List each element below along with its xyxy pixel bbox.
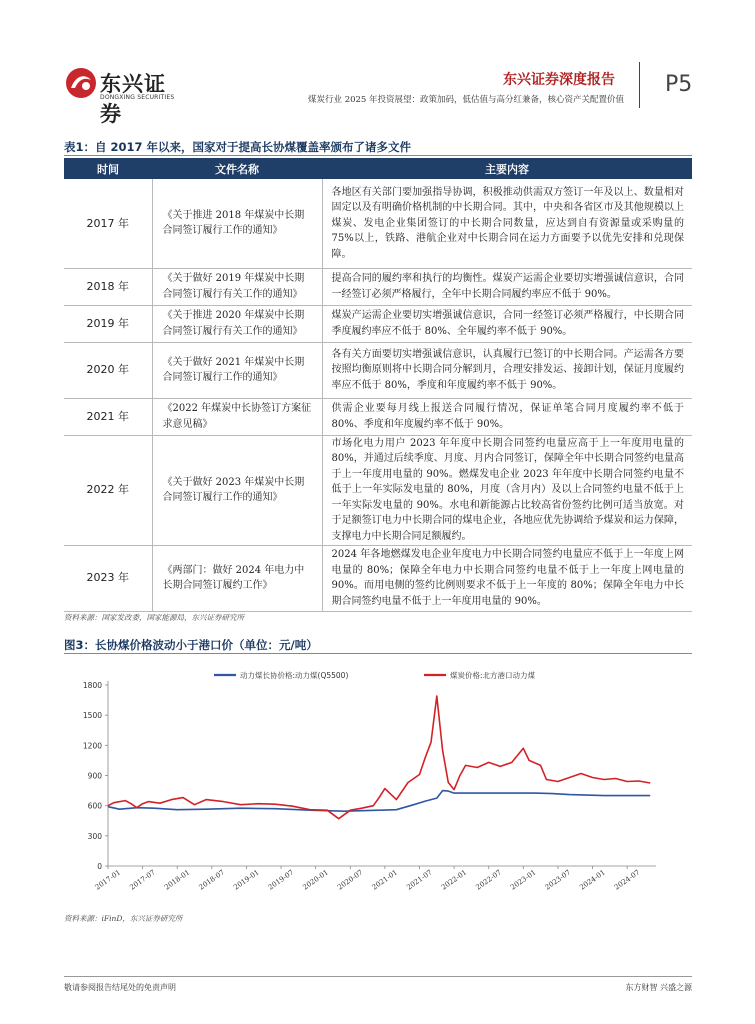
x-tick-label: 2018-07 (197, 868, 227, 892)
table-title-rule (64, 155, 692, 156)
header-filename: 文件名称 (152, 158, 322, 179)
company-logo (64, 66, 184, 126)
dongxing-logo-icon (64, 66, 98, 100)
table-row (64, 342, 692, 398)
policy-table (64, 158, 692, 612)
y-tick-label: 0 (97, 862, 102, 871)
row-content: 供需企业要每月线上报送合同履行情况，保证单笔合同月度履约率不低于 80%、季度和年度履约率不低于 90%。 (322, 398, 692, 435)
footer-disclaimer: 敬请参阅报告结尾处的免责声明 (64, 983, 176, 992)
row-year: 2022 年 (64, 435, 152, 545)
x-tick-label: 2024-01 (578, 868, 607, 892)
page-header (0, 0, 755, 126)
table-title: 表1：自 2017 年以来，国家对于提高长协煤覆盖率颁布了诸多文件 (64, 140, 412, 154)
figure-source: 资料来源：iFinD，东兴证券研究所 (64, 914, 183, 923)
figure-title: 图3：长协煤价格波动小于港口价（单位：元/吨） (64, 638, 318, 652)
row-content: 煤炭产运需企业要切实增强诚信意识，合同一经签订必须严格履行，中长期合同季度履约率应不低于 80%、全年履约率不低于 90%。 (322, 305, 692, 342)
row-filename: 《关于做好 2021 年煤炭中长期合同签订履行工作的通知》 (152, 342, 322, 398)
header-content: 主要内容 (322, 158, 692, 179)
row-filename: 《关于推进 2020 年煤炭中长期合同签订履行有关工作的通知》 (152, 305, 322, 342)
row-year: 2018 年 (64, 268, 152, 305)
header-year: 时间 (64, 158, 152, 179)
report-brand: 东兴证券深度报告 (503, 72, 615, 88)
x-tick-label: 2018-01 (163, 868, 192, 892)
header-divider (639, 62, 640, 108)
row-filename: 《两部门：做好 2024 年电力中长期合同签订履约工作》 (152, 545, 322, 611)
x-tick-label: 2021-01 (370, 868, 400, 892)
x-tick-label: 2023-07 (543, 868, 573, 892)
row-content: 各有关方面要切实增强诚信意识，认真履行已签订的中长期合同。产运需各方要按照均衡原则将中长期合同分解到月，合理安排发运、接卸计划，保证月度履约率应不低于 80%，季度和年度履约率不低于 90%。 (322, 342, 692, 398)
y-tick-label: 300 (87, 831, 102, 841)
row-filename: 《关于做好 2023 年煤炭中长期合同签订履行工作的通知》 (152, 435, 322, 545)
row-year: 2023 年 (64, 545, 152, 611)
x-tick-label: 2024-07 (612, 868, 642, 892)
footer-slogan: 东方财智 兴盛之源 (625, 983, 692, 992)
table-row (64, 398, 692, 435)
table-row (64, 545, 692, 611)
price-chart (64, 657, 692, 900)
row-year: 2020 年 (64, 342, 152, 398)
footer-rule (64, 976, 692, 977)
page-number: P5 (665, 72, 693, 97)
x-tick-label: 2020-01 (301, 868, 330, 892)
report-subtitle: 煤炭行业 2025 年投资展望：政策加码，低估值与高分红兼备，核心资产关配置价值 (308, 95, 625, 105)
series-line-port (108, 696, 650, 819)
x-tick-label: 2019-07 (266, 868, 296, 892)
table-row (64, 305, 692, 342)
x-tick-label: 2021-07 (405, 868, 434, 892)
table-source: 资料来源：国家发改委，国家能源局，东兴证券研究所 (64, 613, 244, 622)
x-tick-label: 2020-07 (336, 868, 365, 892)
logo-english: DONGXING SECURITIES (100, 94, 175, 101)
x-tick-label: 2017-01 (93, 868, 123, 892)
x-tick-label: 2022-01 (439, 868, 469, 892)
x-tick-label: 2017-07 (128, 868, 157, 892)
row-year: 2017 年 (64, 179, 152, 268)
row-filename: 《2022 年煤炭中长协签订方案征求意见稿》 (152, 398, 322, 435)
row-content: 提高合同的履约率和执行的均衡性。煤炭产运需企业要切实增强诚信意识，合同一经签订必须严格履行，全年中长期合同履约率应不低于 90%。 (322, 268, 692, 305)
table-row (64, 435, 692, 545)
row-content: 2024 年各地燃煤发电企业年度电力中长期合同签约电量应不低于上一年度上网电量的 80%；保障全年电力中长期合同签约电量不低于上一年度上网电量的 90%。而用电侧的签约比例则要求不低于上一年度的 80%；保障全年电力中长期合同签约电量不低于上一年度用电量的 90%。 (322, 545, 692, 611)
legend-label: 煤炭价格:北方港口动力煤 (450, 671, 536, 680)
row-year: 2021 年 (64, 398, 152, 435)
y-tick-label: 1800 (82, 681, 102, 690)
row-content: 市场化电力用户 2023 年年度中长期合同签约电量应高于上一年度用电量的 80%，并通过后续季度、月度、月内合同签订，保障全年中长期合同签约电量高于上一年度用电量的 90%。燃煤发电企业 2023 年年度中长期合同签约电量不低于上一年实际发电量的 80%，月度（含月内）及以上合同签约电量不低于上一年实际发电量的 90%。水电和新能源占比较高省份签约比例可适当放宽。对于足额签订电力中长期合同的煤电企业，各地应优先协调给予煤炭和运力保障，支撑电力中长期合同足额履约。 (322, 435, 692, 545)
row-filename: 《关于推进 2018 年煤炭中长期合同签订履行工作的通知》 (152, 179, 322, 268)
table-row (64, 268, 692, 305)
logo-text: 东兴证券 (100, 72, 166, 126)
x-tick-label: 2023-01 (509, 868, 538, 892)
row-year: 2019 年 (64, 305, 152, 342)
x-tick-label: 2019-01 (232, 868, 261, 892)
legend-label: 动力煤长协价格:动力煤(Q5500) (240, 671, 349, 680)
x-tick-label: 2022-07 (474, 868, 503, 892)
table-row (64, 179, 692, 268)
y-tick-label: 600 (87, 801, 102, 811)
y-tick-label: 1200 (82, 741, 102, 751)
table-header-row (64, 158, 692, 179)
figure-title-rule (64, 653, 692, 654)
y-tick-label: 900 (87, 771, 102, 781)
row-content: 各地区有关部门要加强指导协调，积极推动供需双方签订一年及以上、数量相对固定以及有明确价格机制的中长期合同。其中，中央和各省区市及其他规模以上煤炭、发电企业集团签订的中长期合同数量，应达到自有资源量或采购量的 75%以上，铁路、港航企业对中长期合同在运力方面要予以优先安排和兑现保障。 (322, 179, 692, 268)
y-tick-label: 1500 (82, 711, 102, 721)
row-filename: 《关于做好 2019 年煤炭中长期合同签订履行有关工作的通知》 (152, 268, 322, 305)
